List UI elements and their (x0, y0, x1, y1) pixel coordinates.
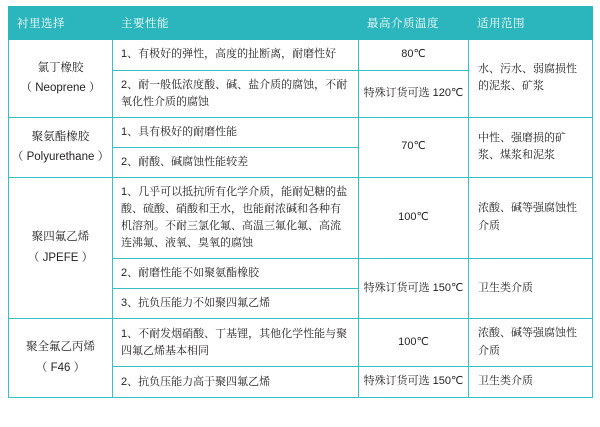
performance-cell: 1、有极好的弹性，高度的扯断离，耐磨性好 (113, 40, 359, 71)
table-head (9, 7, 593, 40)
application-cell: 浓酸、碱等强腐蚀性介质 (469, 319, 593, 367)
application-cell: 浓酸、碱等强腐蚀性介质 (469, 177, 593, 258)
performance-cell: 3、抗负压能力不如聚四氟乙烯 (113, 289, 359, 319)
material-name-en: （ JPEFE ） (27, 251, 94, 264)
table-row (9, 40, 593, 71)
application-cell: 水、污水、弱腐损性的泥浆、矿浆 (469, 40, 593, 118)
material-cell-neoprene (9, 40, 113, 118)
performance-cell: 1、具有极好的耐磨性能 (113, 117, 359, 147)
performance-cell: 2、耐磨性能不如聚氨酯橡胶 (113, 258, 359, 288)
material-name-en: （ Neoprene ） (20, 82, 101, 95)
application-cell: 卫生类介质 (469, 367, 593, 398)
performance-cell: 2、抗负压能力高于聚四氟乙烯 (113, 367, 359, 398)
material-name-en: （ Polyurethane ） (11, 151, 110, 164)
column-header-lining: 衬里选择 (9, 7, 113, 40)
temperature-cell: 70℃ (359, 117, 469, 177)
material-name-cn: 氯丁橡胶 (37, 61, 84, 74)
column-header-application: 适用范围 (469, 7, 593, 40)
performance-cell: 2、耐酸、碱腐蚀性能较差 (113, 147, 359, 177)
table-row (9, 177, 593, 258)
table-row (9, 117, 593, 147)
table-body (9, 40, 593, 398)
material-name-en: （ F46 ） (35, 361, 86, 374)
table-row (9, 319, 593, 367)
material-name-cn: 聚四氟乙烯 (31, 231, 90, 244)
material-name-cn: 聚氨酯橡胶 (31, 130, 90, 143)
temperature-cell: 特殊订货可选 150℃ (359, 258, 469, 318)
temperature-cell: 100℃ (359, 319, 469, 367)
application-cell: 中性、强磨损的矿浆、煤浆和泥浆 (469, 117, 593, 177)
temperature-cell: 100℃ (359, 177, 469, 258)
performance-cell: 2、耐一般低浓度酸、碱、盐介质的腐蚀，不耐氧化性介质的腐蚀 (113, 70, 359, 117)
performance-cell: 1、不耐发烟硝酸、丁基锂，其他化学性能与聚四氟乙烯基本相同 (113, 319, 359, 367)
material-cell-polyurethane (9, 117, 113, 177)
lining-selection-table (8, 6, 593, 398)
application-cell: 卫生类介质 (469, 258, 593, 318)
column-header-performance: 主要性能 (113, 7, 359, 40)
material-cell-ptfe (9, 177, 113, 318)
performance-cell: 1、几乎可以抵抗所有化学介质，能耐妃糖的盐酸、硫酸、硝酸和王水，也能耐浓碱和各种有机溶剂。不耐三氯化氟、高温三氟化氟、高流连沸氟、液氧、臭氧的腐蚀 (113, 177, 359, 258)
temperature-cell: 80℃ (359, 40, 469, 71)
material-cell-fep (9, 319, 113, 398)
temperature-cell: 特殊订货可选 150℃ (359, 367, 469, 398)
header-row (9, 7, 593, 40)
temperature-cell: 特殊订货可选 120℃ (359, 70, 469, 117)
material-name-cn: 聚全氟乙丙烯 (26, 341, 95, 354)
column-header-max-temperature: 最高介质温度 (359, 7, 469, 40)
